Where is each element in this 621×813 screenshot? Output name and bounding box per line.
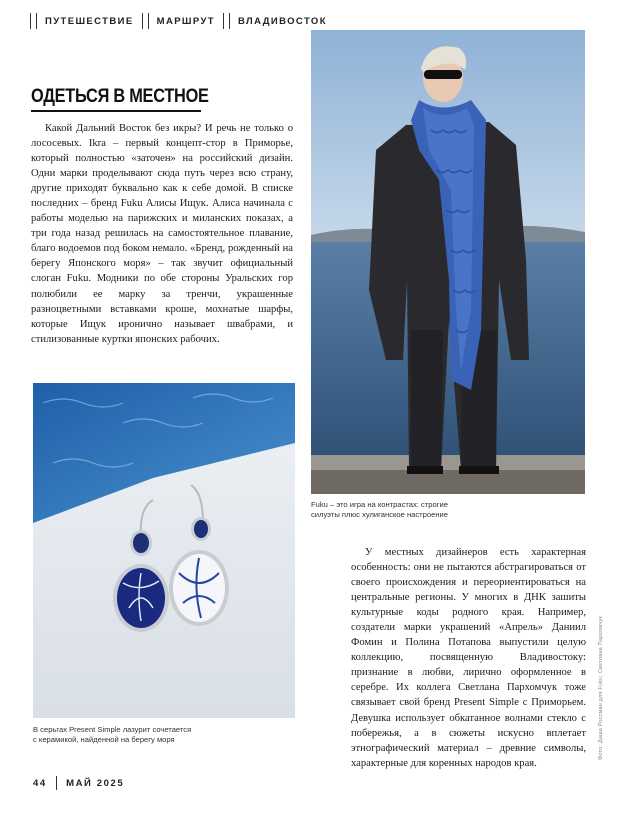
page-number: 44: [33, 777, 47, 789]
breadcrumb-item-route[interactable]: МАРШРУТ: [156, 15, 216, 27]
portrait-caption: Fuku – это игра на контрастах: строгие силуэты плюс хулиганское настроение: [311, 500, 448, 519]
page-footer: [33, 776, 124, 790]
earrings-caption: В серьгах Present Simple лазурит сочетается с керамикой, найденной на берегу моря: [33, 725, 192, 744]
breadcrumb-item-vladivostok[interactable]: ВЛАДИВОСТОК: [238, 15, 327, 27]
breadcrumb-separator: [142, 13, 149, 29]
article-title: ОДЕТЬСЯ В МЕСТНОЕ: [31, 86, 209, 107]
title-underline: [31, 110, 201, 112]
breadcrumb-separator: [223, 13, 230, 29]
issue-date: МАЙ 2025: [66, 777, 125, 789]
breadcrumb-separator: [30, 13, 37, 29]
article-paragraph-right: У местных дизайнеров есть характерная особенность: они не пытаются абстрагироваться от своего происхождения и переориентироваться на центральные регионы. У многих в ДНК зашиты культурные коды родного края. Например, создатели марки украшений «Апрель» Даниил Фомин и Полина Потапова выпустили целую коллекцию, посвященную Владивостоку: признание в любви, лирично оформленное в серебре. Их коллега Светлана Пархомчук тоже связывает свой бренд Present Simple с Приморьем. Девушка использует обкатанное волнами стекло с побережья, а в сюжеты искусно вплетает этнографический материал – древние символы, характерные для коренных народов края.: [351, 547, 586, 769]
article-paragraph-left: Какой Дальний Восток без икры? И речь не только о лососевых. Ikra – первый концепт-стор в Приморье, который полностью «заточен» на российский дизайн. Одни марки проделывают сюда путь через всю страну, другие приходят буквально как к себе домой. В списке последних – бренд Fuku Алисы Ищук. Алиса начинала с работы моделью на парижских и миланских показах, а три года назад решилась на самостоятельное плавание, благо водоемов под боком немало. «Бренд, рожденный на берегу Японского моря» – так звучит официальный слоган Fuku. Модники по обе стороны Уральских гор полюбили ее марку за тренчи, украшенные разноцветными вставками крошe, мохнатые шарфы, которые Ищук иронично называет швабрами, и стилизованные куртки японских рабочих.: [31, 123, 293, 345]
breadcrumb-item-travel[interactable]: ПУТЕШЕСТВИЕ: [45, 15, 134, 27]
breadcrumb: [30, 12, 327, 30]
fuku-portrait-photo: [311, 30, 585, 494]
photo-credit: Фото: Даша Россман для Fuku; Светлана Пархомчук: [598, 615, 604, 760]
earrings-photo: [33, 383, 295, 718]
footer-separator: [56, 776, 57, 790]
